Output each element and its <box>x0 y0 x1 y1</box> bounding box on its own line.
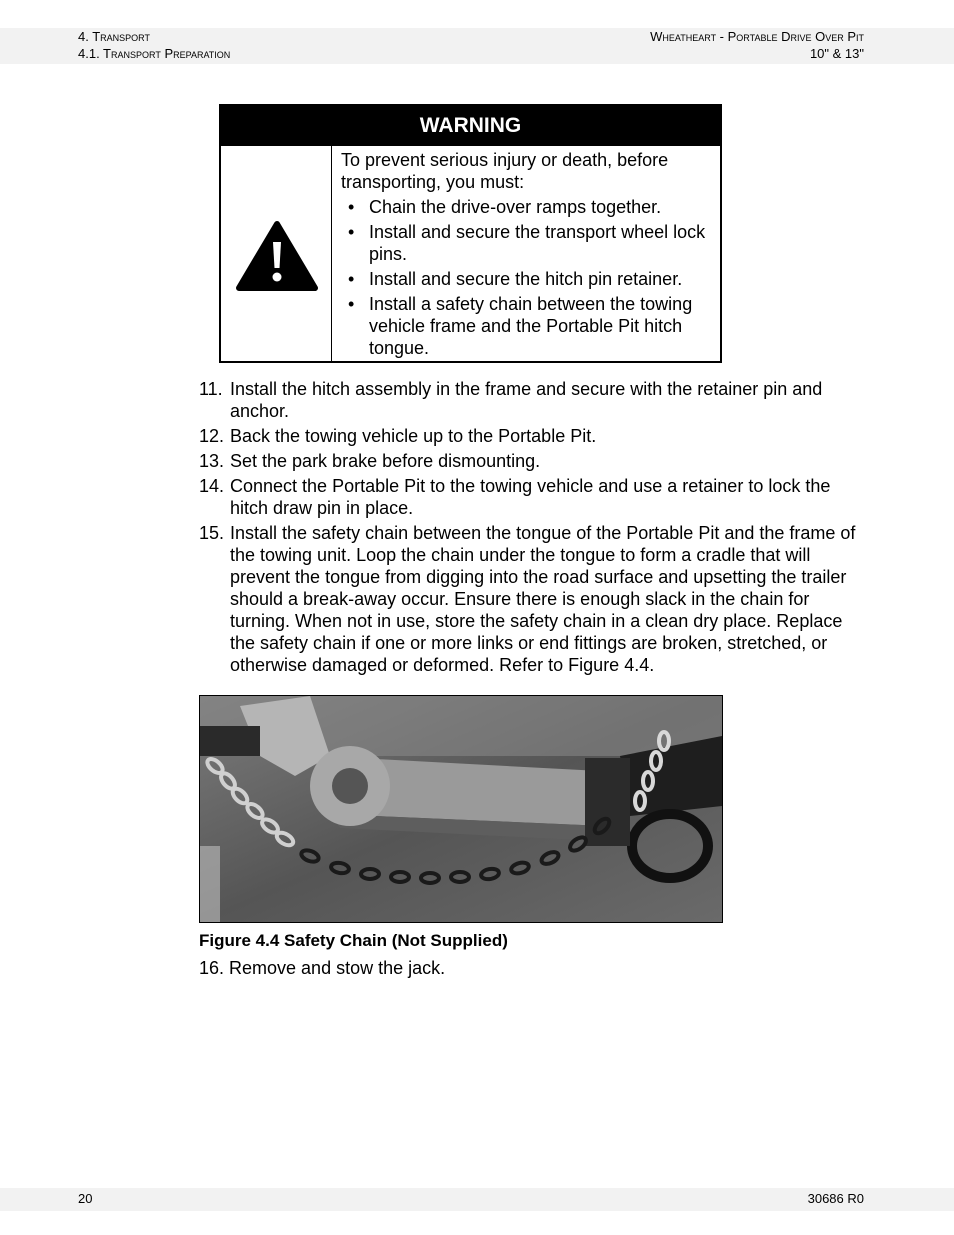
header-product: Wheatheart - Portable Drive Over Pit <box>650 29 864 44</box>
step-text: Install the safety chain between the tongue of the Portable Pit and the frame of the towing unit. Loop the chain under the tongue to form a cradle that will prevent the tongue from digging into the road surface and upsetting the trailer should a break-away occur. Ensure there is enough slack in the chain for turning. When not in use, store the safety chain in a clean dry place. Replace the safety chain if one or more links or end fittings are broken, stretched, or otherwise damaged or deformed. Refer to Figure 4.4. <box>230 523 856 675</box>
header-section: 4. Transport <box>78 29 151 44</box>
step-number: 13. <box>199 451 225 471</box>
bullet: • <box>348 222 355 242</box>
warning-item-text: Install a safety chain between the towing vehicle frame and the Portable Pit hitch tongue. <box>369 294 693 358</box>
warning-item <box>341 196 712 218</box>
figure-caption: Figure 4.4 Safety Chain (Not Supplied) <box>199 931 508 950</box>
step-item <box>199 425 863 447</box>
warning-item-text: Install and secure the hitch pin retainer. <box>369 269 683 289</box>
warning-triangle-icon <box>235 220 319 292</box>
step-text: Connect the Portable Pit to the towing vehicle and use a retainer to lock the hitch draw pin in place. <box>230 476 831 518</box>
step-item <box>199 522 863 676</box>
step-text: Back the towing vehicle up to the Portable Pit. <box>230 426 597 446</box>
step-item <box>199 475 863 519</box>
step-item <box>199 450 863 472</box>
warning-title: WARNING <box>221 106 720 146</box>
step-item <box>199 378 863 422</box>
document-number: 30686 R0 <box>807 1191 864 1206</box>
warning-icon-cell <box>221 146 332 361</box>
step-text: Set the park brake before dismounting. <box>230 451 541 471</box>
warning-box <box>219 104 722 363</box>
warning-text <box>341 149 712 359</box>
header-sizes: 10" & 13" <box>809 46 864 61</box>
bullet: • <box>348 294 355 314</box>
warning-list <box>341 196 712 359</box>
step-number: 14. <box>199 476 225 496</box>
warning-item <box>341 221 712 265</box>
step-text: Install the hitch assembly in the frame and secure with the retainer pin and anchor. <box>230 379 823 421</box>
warning-item <box>341 293 712 359</box>
bullet: • <box>348 269 355 289</box>
header-subsection: 4.1. Transport Preparation <box>78 46 231 61</box>
step-number: 15. <box>199 523 225 543</box>
page-number: 20 <box>78 1191 93 1206</box>
bullet: • <box>348 197 355 217</box>
warning-item-text: Chain the drive-over ramps together. <box>369 197 662 217</box>
step-number: 12. <box>199 426 225 446</box>
safety-chain-photo <box>199 695 723 923</box>
step-list <box>199 378 863 679</box>
step-16: 16. Remove and stow the jack. <box>199 958 446 978</box>
safety-chain-illustration <box>200 696 722 922</box>
warning-item <box>341 268 712 290</box>
warning-intro: To prevent serious injury or death, before transporting, you must: <box>341 150 669 192</box>
step-number: 11. <box>199 379 223 399</box>
warning-item-text: Install and secure the transport wheel lock pins. <box>369 222 706 264</box>
